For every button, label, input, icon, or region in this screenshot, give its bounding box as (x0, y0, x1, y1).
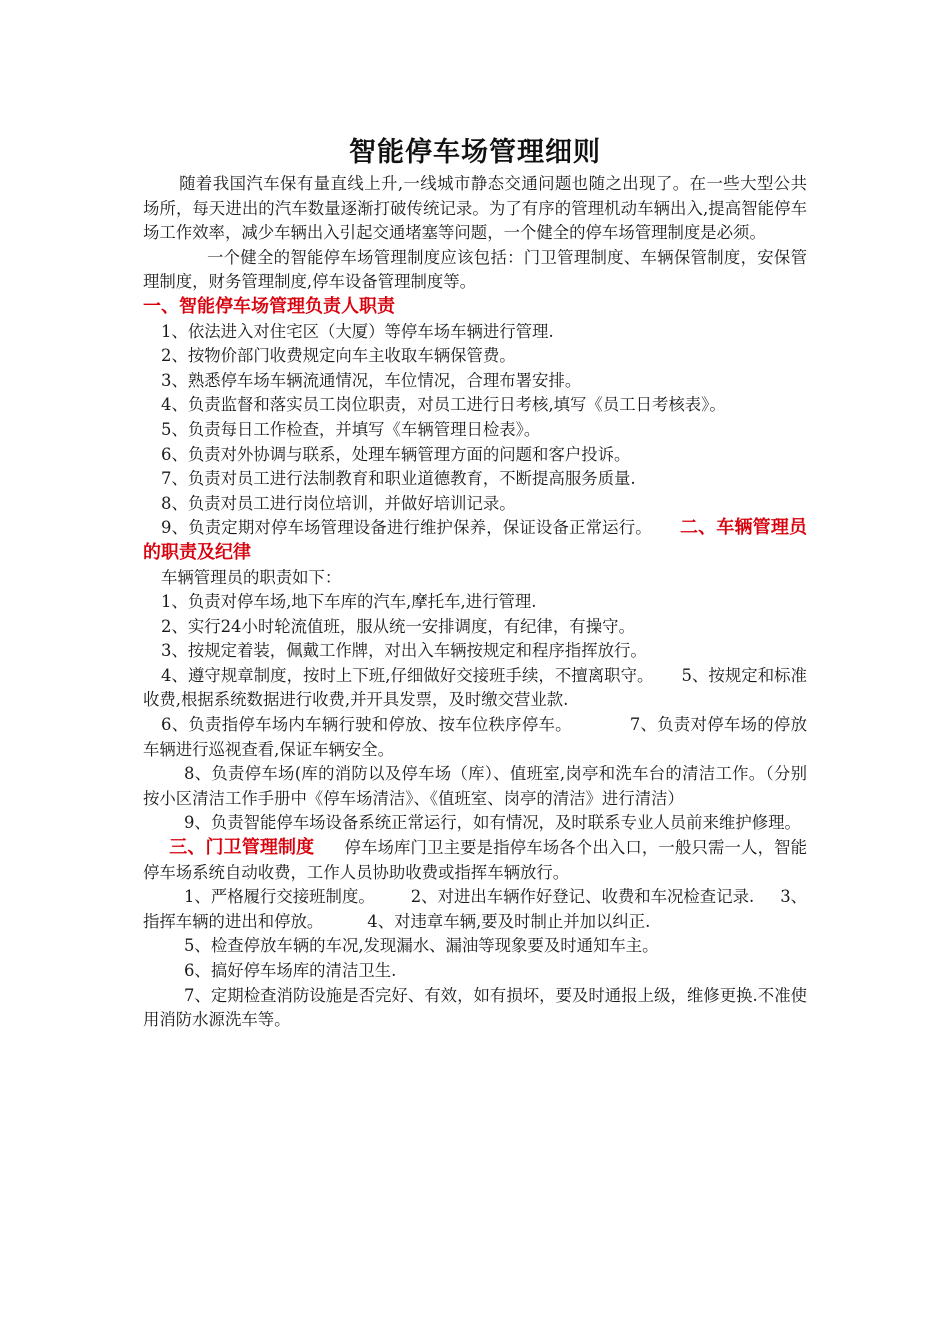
section-1-heading: 一、智能停车场管理负责人职责 (143, 295, 395, 317)
list-item: 7、负责对员工进行法制教育和职业道德教育，不断提高服务质量. (161, 469, 636, 489)
list-item: 4、对违章车辆,要及时制止并加以纠正. (367, 911, 651, 931)
merged-list-items (143, 885, 807, 934)
list-item: 6、负责指停车场内车辆行驶和停放、按车位秩序停车。 (161, 715, 572, 735)
list-item: 4、负责监督和落实员工岗位职责，对员工进行日考核,填写《员工日考核表》。 (161, 395, 726, 415)
list-item: 8、负责对员工进行岗位培训，并做好培训记录。 (161, 493, 516, 513)
list-item: 5、按规定和标准收费,根据系统数据进行收费,并开具发票，及时缴交营业款. (143, 665, 807, 710)
list-item: 4、遵守规章制度，按时上下班,仔细做好交接班手续，不擅离职守。 (161, 665, 654, 685)
section-2-intro: 车辆管理员的职责如下： (161, 567, 342, 587)
section-3-intro: 停车场库门卫主要是指停车场各个出入口，一般只需一人，智能停车场系统自动收费，工作人员协助收费或指挥车辆放行。 (143, 838, 808, 882)
list-item: 9、负责智能停车场设备系统正常运行，如有情况，及时联系专业人员前来维护修理。 (184, 813, 801, 833)
list-item: 2、实行24小时轮流值班，服从统一安排调度，有纪律，有操守。 (161, 616, 635, 636)
list-item: 7、负责对停车场的停放车辆进行巡视查看,保证车辆安全。 (143, 715, 807, 759)
merged-list-items (143, 713, 807, 762)
intro-paragraph-1: 随着我国汽车保有量直线上升,一线城市静态交通问题也随之出现了。在一些大型公共场所，每天进出的汽车数量逐渐打破传统记录。为了有序的管理机动车辆出入,提高智能停车场工作效率，减少车辆出入引起交通堵塞等问题，一个健全的停车场管理制度是必须。 (143, 174, 807, 243)
list-item: 3、按规定着装，佩戴工作牌，对出入车辆按规定和程序指挥放行。 (161, 641, 647, 661)
list-item: 5、负责每日工作检查，并填写《车辆管理日检表》。 (161, 419, 541, 439)
merged-list-items (143, 664, 807, 713)
list-item: 3、熟悉停车场车辆流通情况，车位情况，合理布署安排。 (161, 370, 582, 390)
intro-paragraph-2: 一个健全的智能停车场管理制度应该包括：门卫管理制度、车辆保管制度，安保管理制度，财务管理制度,停车设备管理制度等。 (143, 247, 807, 292)
list-item: 9、负责定期对停车场管理设备进行维护保养，保证设备正常运行。 (161, 518, 652, 538)
list-item: 6、负责对外协调与联系，处理车辆管理方面的问题和客户投诉。 (161, 444, 631, 464)
list-item: 2、按物价部门收费规定向车主收取车辆保管费。 (161, 346, 516, 366)
list-item: 7、定期检查消防设施是否完好、有效，如有损坏，要及时通报上级，维修更换.不准使用消防水源洗车等。 (143, 985, 807, 1030)
list-item: 1、依法进入对住宅区（大厦）等停车场车辆进行管理. (161, 321, 554, 341)
document-body (143, 172, 807, 1033)
list-item: 1、严格履行交接班制度。 (184, 887, 375, 907)
document-title: 智能停车场管理细则 (349, 137, 601, 168)
list-item: 3、指挥车辆的进出和停放。 (143, 887, 808, 931)
list-item: 5、检查停放车辆的车况,发现漏水、漏油等现象要及时通知车主。 (184, 936, 659, 956)
section-3-paragraph (143, 836, 807, 885)
section-3-heading: 三、门卫管理制度 (169, 837, 315, 859)
list-item: 1、负责对停车场,地下车库的汽车,摩托车,进行管理. (161, 592, 537, 612)
section-2-heading: 二、车辆管理员的职责及纪律 (143, 517, 808, 563)
list-item: 8、负责停车场(库的消防以及停车场（库）、值班室,岗亭和洗车台的清洁工作。（分别按小区清洁工作手册中《停车场清洁》、《值班室、岗亭的清洁》进行清洁） (143, 764, 807, 808)
list-item: 2、对进出车辆作好登记、收费和车况检查记录. (410, 887, 755, 907)
list-item-with-inline-heading (143, 516, 807, 565)
list-item: 6、搞好停车场库的清洁卫生. (184, 961, 397, 980)
